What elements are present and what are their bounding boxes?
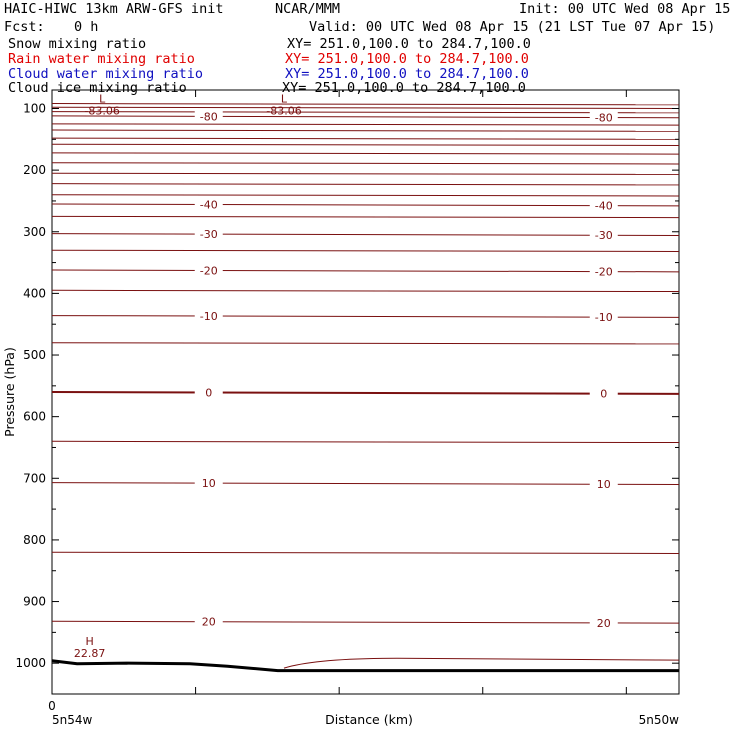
field-xy-snow: XY= 251.0,100.0 to 284.7,100.0 [287,36,531,52]
extremum-value: -83.06 [266,104,302,118]
contour-line [52,116,679,118]
field-name-snow: Snow mixing ratio [8,36,147,52]
contour-label: -10 [594,311,613,325]
field-name-cloud-ice: Cloud ice mixing ratio [8,80,187,96]
contour-line-near-surface [284,658,679,668]
extremum-value: 22.87 [73,646,106,660]
field-xy-cloud-ice: XY= 251.0,100.0 to 284.7,100.0 [282,80,526,96]
contour-label: -30 [594,229,613,243]
contour-line-unlabeled [52,163,679,164]
contour-line-unlabeled [52,216,679,217]
contour-label: -80 [594,111,613,125]
field-name-rain: Rain water mixing ratio [8,51,195,67]
init-time: Init: 00 UTC Wed 08 Apr 15 [519,1,731,17]
contour-line [52,234,679,236]
contour-line [52,621,679,623]
contour-label: -20 [594,265,613,279]
extremum-marker: L [99,92,106,106]
y-tick-label: 200 [23,163,46,178]
y-tick-label: 600 [23,409,46,424]
contour-label: 0 [205,386,213,400]
contour-line [52,392,679,394]
contour-line-unlabeled [52,144,679,145]
contour-line-unlabeled [52,552,679,553]
contour-label: -30 [199,228,218,242]
contour-line [52,316,679,318]
contour-label: -40 [594,199,613,213]
x-tick-label-0: 0 [48,699,56,713]
contour-line-unlabeled [52,124,679,125]
y-tick-label: 100 [23,101,46,116]
contour-line-unlabeled [52,112,679,113]
contour-line-unlabeled [52,195,679,196]
contour-line-unlabeled [52,153,679,154]
contour-label: 0 [600,387,608,401]
contour-label: -80 [199,110,218,124]
contour-line-unlabeled [52,138,679,139]
x-axis-title: Distance (km) [325,712,413,727]
contour-line-unlabeled [52,173,679,174]
y-tick-label: 500 [23,348,46,363]
contour-line-unlabeled [52,130,679,131]
chart-title: HAIC-HIWC 13km ARW-GFS init [4,1,224,17]
forecast-hour: 0 h [74,19,99,35]
contour-label: 20 [201,615,216,629]
terrain-line [52,661,679,671]
x-right-end-label: 5n50w [638,713,679,727]
y-tick-label: 400 [23,286,46,301]
contour-line-unlabeled [52,441,679,442]
y-tick-label: 300 [23,224,46,239]
contour-line-unlabeled [52,250,679,251]
extremum-marker: L [280,92,288,106]
y-tick-label: 700 [23,471,46,486]
institution-label: NCAR/MMM [275,1,341,17]
contour-label: -20 [199,264,218,278]
valid-time: Valid: 00 UTC Wed 08 Apr 15 (21 LST Tue 07 Apr 15) [309,19,716,35]
y-tick-label: 800 [23,532,46,547]
forecast-label: Fcst: [4,19,45,35]
contour-line-unlabeled [52,107,679,108]
extremum-marker: H [85,634,94,648]
contour-label: 20 [596,616,611,630]
y-tick-label: 900 [23,594,46,609]
x-left-end-label: 5n54w [52,713,93,727]
contour-line [52,204,679,206]
field-xy-cloud-water: XY= 251.0,100.0 to 284.7,100.0 [285,66,529,82]
contour-line-unlabeled [52,184,679,185]
contour-label: -10 [199,310,218,324]
contour-line-unlabeled [52,290,679,291]
contour-line [52,270,679,272]
field-xy-rain: XY= 251.0,100.0 to 284.7,100.0 [285,51,529,67]
contour-label: 10 [201,477,216,491]
contour-label: 10 [596,478,611,492]
contour-line-unlabeled [52,104,679,105]
contour-line-unlabeled [52,343,679,344]
field-name-cloud-water: Cloud water mixing ratio [8,66,204,82]
extremum-value: -83.06 [84,104,120,118]
contour-line [52,483,679,485]
y-axis-title: Pressure (hPa) [2,347,17,437]
contour-label: -40 [199,198,218,212]
y-tick-label: 1000 [15,656,46,671]
